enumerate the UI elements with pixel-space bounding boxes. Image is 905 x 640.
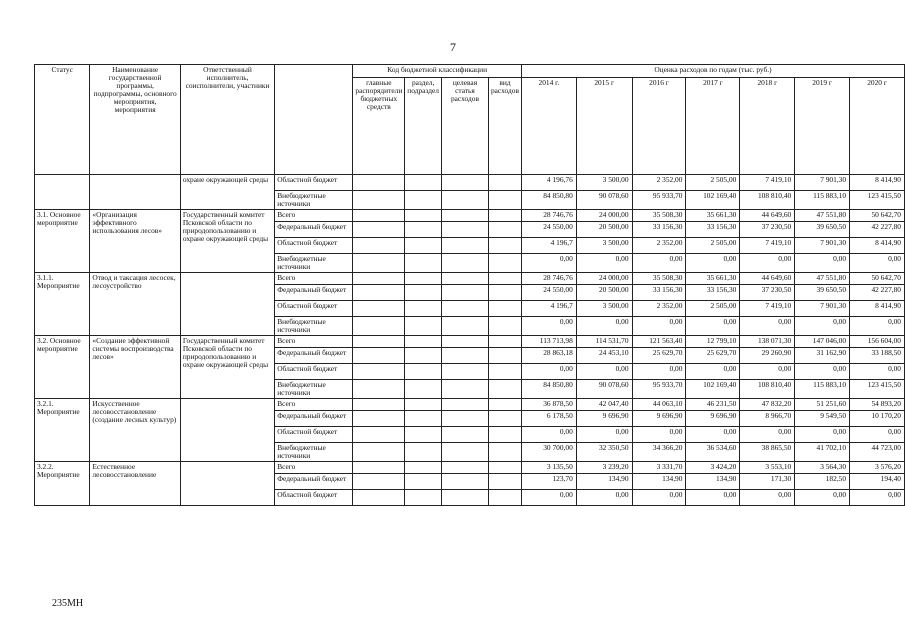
value-cell: 3 135,50 (521, 462, 576, 474)
code-cell (441, 411, 488, 427)
code-cell (488, 399, 521, 411)
code-cell (405, 462, 442, 474)
table-row (35, 336, 905, 348)
executor-cell: Государственный комитет Псковской области по природопользованию и охране окружающей среды (180, 336, 274, 399)
code-cell (441, 273, 488, 285)
code-cell (353, 222, 405, 238)
code-cell (353, 364, 405, 380)
value-cell: 0,00 (740, 427, 795, 443)
source-cell: Областной бюджет (275, 364, 353, 380)
source-cell: Федеральный бюджет (275, 222, 353, 238)
source-cell: Федеральный бюджет (275, 285, 353, 301)
source-cell: Областной бюджет (275, 238, 353, 254)
code-cell (441, 490, 488, 506)
table-row (35, 175, 905, 191)
code-cell (441, 301, 488, 317)
code-cell (353, 380, 405, 399)
code-cell (353, 317, 405, 336)
executor-cell (180, 273, 274, 336)
header-code-article: целевая статья расходов (441, 78, 488, 175)
value-cell: 0,00 (740, 364, 795, 380)
value-cell: 47 832,20 (740, 399, 795, 411)
value-cell: 37 230,50 (740, 222, 795, 238)
value-cell: 113 713,98 (521, 336, 576, 348)
value-cell: 36 878,50 (521, 399, 576, 411)
code-cell (441, 175, 488, 191)
code-cell (488, 285, 521, 301)
value-cell: 0,00 (521, 427, 576, 443)
source-cell: Федеральный бюджет (275, 348, 353, 364)
code-cell (353, 336, 405, 348)
value-cell: 2 352,00 (632, 301, 686, 317)
value-cell: 24 453,10 (576, 348, 632, 364)
value-cell: 90 078,60 (576, 380, 632, 399)
header-code-section: раздел, подраздел (405, 78, 442, 175)
code-cell (441, 474, 488, 490)
value-cell: 3 576,20 (850, 462, 905, 474)
code-cell (441, 462, 488, 474)
value-cell: 0,00 (521, 317, 576, 336)
value-cell: 147 046,00 (795, 336, 850, 348)
source-cell: Всего (275, 210, 353, 222)
value-cell: 42 047,40 (576, 399, 632, 411)
status-cell: 3.2. Основное мероприятие (35, 336, 90, 399)
code-cell (488, 317, 521, 336)
value-cell: 2 352,00 (632, 175, 686, 191)
value-cell: 28 746,76 (521, 210, 576, 222)
value-cell: 33 156,30 (632, 222, 686, 238)
name-cell: Отвод и таксация лесосек, лесоустройство (90, 273, 180, 336)
value-cell: 9 696,90 (686, 411, 740, 427)
header-executor: Ответственный исполнитель, соисполнители, участники (180, 65, 274, 175)
code-cell (488, 411, 521, 427)
value-cell: 0,00 (632, 490, 686, 506)
code-cell (441, 364, 488, 380)
value-cell: 2 505,00 (686, 238, 740, 254)
value-cell: 0,00 (576, 317, 632, 336)
budget-table (34, 64, 905, 506)
code-cell (405, 285, 442, 301)
value-cell: 134,90 (686, 474, 740, 490)
value-cell: 25 629,70 (632, 348, 686, 364)
value-cell: 31 162,90 (795, 348, 850, 364)
code-cell (488, 348, 521, 364)
code-cell (353, 348, 405, 364)
value-cell: 46 231,50 (686, 399, 740, 411)
code-cell (353, 411, 405, 427)
value-cell: 0,00 (686, 364, 740, 380)
value-cell: 0,00 (740, 490, 795, 506)
value-cell: 84 850,80 (521, 380, 576, 399)
value-cell: 24 550,00 (521, 285, 576, 301)
code-cell (353, 399, 405, 411)
value-cell: 0,00 (521, 490, 576, 506)
code-cell (405, 427, 442, 443)
source-cell: Областной бюджет (275, 175, 353, 191)
value-cell: 32 350,50 (576, 443, 632, 462)
value-cell: 8 414,90 (850, 301, 905, 317)
table-row (35, 462, 905, 474)
value-cell: 0,00 (686, 427, 740, 443)
executor-cell: Государственный комитет Псковской области по природопользованию и охране окружающей среды (180, 210, 274, 273)
value-cell: 3 331,70 (632, 462, 686, 474)
footer-code: 235МН (52, 598, 84, 609)
value-cell: 0,00 (850, 254, 905, 273)
code-cell (405, 348, 442, 364)
code-cell (405, 238, 442, 254)
code-cell (441, 443, 488, 462)
value-cell: 115 883,10 (795, 380, 850, 399)
code-cell (405, 191, 442, 210)
source-cell: Всего (275, 273, 353, 285)
header-year: 2014 г. (521, 78, 576, 175)
value-cell: 0,00 (521, 364, 576, 380)
code-cell (405, 443, 442, 462)
source-cell: Областной бюджет (275, 301, 353, 317)
executor-cell: охране окружающей среды (180, 175, 274, 210)
table-body (35, 175, 905, 506)
value-cell: 33 156,30 (632, 285, 686, 301)
value-cell: 3 500,00 (576, 301, 632, 317)
value-cell: 33 156,30 (686, 222, 740, 238)
code-cell (488, 254, 521, 273)
value-cell: 84 850,80 (521, 191, 576, 210)
header-source (275, 65, 353, 175)
code-cell (405, 254, 442, 273)
value-cell: 0,00 (850, 317, 905, 336)
value-cell: 0,00 (850, 427, 905, 443)
code-cell (405, 273, 442, 285)
value-cell: 134,90 (576, 474, 632, 490)
name-cell: «Организация эффективного использования лесов» (90, 210, 180, 273)
code-cell (353, 443, 405, 462)
source-cell: Внебюджетные источники (275, 443, 353, 462)
header-year: 2020 г (850, 78, 905, 175)
code-cell (441, 238, 488, 254)
value-cell: 90 078,60 (576, 191, 632, 210)
name-cell (90, 175, 180, 210)
code-cell (441, 399, 488, 411)
value-cell: 0,00 (686, 490, 740, 506)
code-cell (353, 462, 405, 474)
value-cell: 44 723,00 (850, 443, 905, 462)
header-status: Статус (35, 65, 90, 175)
source-cell: Федеральный бюджет (275, 411, 353, 427)
value-cell: 30 700,00 (521, 443, 576, 462)
code-cell (405, 364, 442, 380)
value-cell: 39 650,50 (795, 222, 850, 238)
value-cell: 4 196,7 (521, 238, 576, 254)
executor-cell (180, 399, 274, 462)
code-cell (441, 348, 488, 364)
code-cell (488, 427, 521, 443)
value-cell: 47 551,80 (795, 273, 850, 285)
value-cell: 108 810,40 (740, 191, 795, 210)
value-cell: 0,00 (740, 317, 795, 336)
value-cell: 41 702,10 (795, 443, 850, 462)
code-cell (441, 336, 488, 348)
value-cell: 2 352,00 (632, 238, 686, 254)
code-cell (405, 399, 442, 411)
value-cell: 102 169,40 (686, 191, 740, 210)
table-row (35, 210, 905, 222)
value-cell: 7 901,30 (795, 238, 850, 254)
status-cell: 3.1. Основное мероприятие (35, 210, 90, 273)
value-cell: 0,00 (795, 490, 850, 506)
value-cell: 138 071,30 (740, 336, 795, 348)
value-cell: 42 227,80 (850, 285, 905, 301)
value-cell: 50 642,70 (850, 273, 905, 285)
name-cell: Искусственное лесовосстановление (создание лесных культур) (90, 399, 180, 462)
value-cell: 38 865,50 (740, 443, 795, 462)
code-cell (488, 443, 521, 462)
value-cell: 6 178,50 (521, 411, 576, 427)
code-cell (353, 285, 405, 301)
table-row (35, 273, 905, 285)
code-cell (405, 380, 442, 399)
value-cell: 4 196,7 (521, 301, 576, 317)
value-cell: 0,00 (576, 364, 632, 380)
value-cell: 0,00 (576, 490, 632, 506)
source-cell: Областной бюджет (275, 427, 353, 443)
value-cell: 35 508,30 (632, 210, 686, 222)
value-cell: 3 553,10 (740, 462, 795, 474)
value-cell: 0,00 (521, 254, 576, 273)
value-cell: 3 424,20 (686, 462, 740, 474)
header-program-name: Наименование государственной программы, подпрограммы, основного мероприятия, мероприятия (90, 65, 180, 175)
value-cell: 194,40 (850, 474, 905, 490)
status-cell: 3.1.1. Мероприятие (35, 273, 90, 336)
value-cell: 102 169,40 (686, 380, 740, 399)
header-year: 2019 г (795, 78, 850, 175)
header-year: 2015 г (576, 78, 632, 175)
value-cell: 7 419,10 (740, 175, 795, 191)
value-cell: 3 500,00 (576, 175, 632, 191)
code-cell (441, 254, 488, 273)
value-cell: 114 531,70 (576, 336, 632, 348)
value-cell: 20 500,00 (576, 222, 632, 238)
code-cell (353, 490, 405, 506)
code-cell (488, 474, 521, 490)
value-cell: 171,30 (740, 474, 795, 490)
name-cell: «Создание эффективной системы воспроизводства лесов» (90, 336, 180, 399)
value-cell: 8 966,70 (740, 411, 795, 427)
value-cell: 156 604,00 (850, 336, 905, 348)
source-cell: Федеральный бюджет (275, 474, 353, 490)
value-cell: 0,00 (632, 427, 686, 443)
value-cell: 8 414,90 (850, 175, 905, 191)
page-number: 7 (450, 40, 456, 54)
code-cell (405, 301, 442, 317)
value-cell: 0,00 (740, 254, 795, 273)
value-cell: 2 505,00 (686, 175, 740, 191)
value-cell: 134,90 (632, 474, 686, 490)
code-cell (488, 238, 521, 254)
name-cell: Естественное лесовосстановление (90, 462, 180, 506)
value-cell: 44 649,60 (740, 273, 795, 285)
value-cell: 7 419,10 (740, 238, 795, 254)
source-cell: Внебюджетные источники (275, 380, 353, 399)
code-cell (488, 210, 521, 222)
code-cell (441, 210, 488, 222)
value-cell: 0,00 (850, 364, 905, 380)
header-budget-class: Код бюджетной классификации (353, 65, 522, 78)
value-cell: 0,00 (850, 490, 905, 506)
value-cell: 24 000,00 (576, 210, 632, 222)
value-cell: 0,00 (795, 427, 850, 443)
code-cell (405, 210, 442, 222)
header-code-grbs: главные распорядители бюджетных средств (353, 78, 405, 175)
header-code-type: вид расходов (488, 78, 521, 175)
value-cell: 115 883,10 (795, 191, 850, 210)
value-cell: 35 661,30 (686, 273, 740, 285)
header-expenses: Оценка расходов по годам (тыс. руб.) (521, 65, 904, 78)
code-cell (488, 462, 521, 474)
value-cell: 7 419,10 (740, 301, 795, 317)
value-cell: 24 000,00 (576, 273, 632, 285)
status-cell (35, 175, 90, 210)
value-cell: 3 500,00 (576, 238, 632, 254)
value-cell: 7 901,30 (795, 301, 850, 317)
value-cell: 47 551,80 (795, 210, 850, 222)
code-cell (405, 317, 442, 336)
code-cell (353, 474, 405, 490)
value-cell: 123,70 (521, 474, 576, 490)
value-cell: 3 564,30 (795, 462, 850, 474)
code-cell (405, 490, 442, 506)
status-cell: 3.2.1. Мероприятие (35, 399, 90, 462)
value-cell: 182,50 (795, 474, 850, 490)
executor-cell (180, 462, 274, 506)
code-cell (488, 490, 521, 506)
value-cell: 0,00 (632, 317, 686, 336)
code-cell (405, 175, 442, 191)
source-cell: Областной бюджет (275, 490, 353, 506)
code-cell (353, 427, 405, 443)
code-cell (441, 317, 488, 336)
value-cell: 123 415,50 (850, 191, 905, 210)
code-cell (488, 191, 521, 210)
value-cell: 29 260,90 (740, 348, 795, 364)
value-cell: 0,00 (632, 254, 686, 273)
value-cell: 33 156,30 (686, 285, 740, 301)
value-cell: 35 661,30 (686, 210, 740, 222)
source-cell: Всего (275, 462, 353, 474)
header-year: 2016 г (632, 78, 686, 175)
code-cell (441, 191, 488, 210)
value-cell: 37 230,50 (740, 285, 795, 301)
value-cell: 108 810,40 (740, 380, 795, 399)
value-cell: 12 799,10 (686, 336, 740, 348)
value-cell: 123 415,50 (850, 380, 905, 399)
value-cell: 7 901,30 (795, 175, 850, 191)
code-cell (488, 364, 521, 380)
code-cell (353, 238, 405, 254)
value-cell: 9 696,90 (576, 411, 632, 427)
code-cell (405, 411, 442, 427)
value-cell: 50 642,70 (850, 210, 905, 222)
code-cell (441, 380, 488, 399)
value-cell: 28 746,76 (521, 273, 576, 285)
value-cell: 33 188,50 (850, 348, 905, 364)
code-cell (353, 191, 405, 210)
header-year: 2017 г (686, 78, 740, 175)
value-cell: 8 414,90 (850, 238, 905, 254)
value-cell: 4 196,76 (521, 175, 576, 191)
value-cell: 95 933,70 (632, 380, 686, 399)
header-year: 2018 г (740, 78, 795, 175)
code-cell (405, 474, 442, 490)
value-cell: 34 366,20 (632, 443, 686, 462)
code-cell (488, 301, 521, 317)
value-cell: 54 893,20 (850, 399, 905, 411)
value-cell: 2 505,00 (686, 301, 740, 317)
value-cell: 3 239,20 (576, 462, 632, 474)
value-cell: 0,00 (686, 254, 740, 273)
value-cell: 0,00 (795, 364, 850, 380)
value-cell: 35 508,30 (632, 273, 686, 285)
code-cell (441, 222, 488, 238)
value-cell: 0,00 (795, 317, 850, 336)
code-cell (353, 273, 405, 285)
value-cell: 0,00 (576, 427, 632, 443)
value-cell: 44 063,10 (632, 399, 686, 411)
source-cell: Внебюджетные источники (275, 191, 353, 210)
source-cell: Всего (275, 399, 353, 411)
table-row (35, 399, 905, 411)
source-cell: Внебюджетные источники (275, 317, 353, 336)
value-cell: 121 563,40 (632, 336, 686, 348)
source-cell: Внебюджетные источники (275, 254, 353, 273)
code-cell (405, 222, 442, 238)
code-cell (353, 175, 405, 191)
value-cell: 95 933,70 (632, 191, 686, 210)
value-cell: 9 549,50 (795, 411, 850, 427)
code-cell (441, 285, 488, 301)
value-cell: 0,00 (576, 254, 632, 273)
code-cell (488, 336, 521, 348)
value-cell: 42 227,80 (850, 222, 905, 238)
value-cell: 36 534,60 (686, 443, 740, 462)
value-cell: 0,00 (795, 254, 850, 273)
code-cell (488, 175, 521, 191)
value-cell: 20 500,00 (576, 285, 632, 301)
code-cell (353, 254, 405, 273)
code-cell (353, 210, 405, 222)
value-cell: 24 550,00 (521, 222, 576, 238)
value-cell: 25 629,70 (686, 348, 740, 364)
value-cell: 28 863,18 (521, 348, 576, 364)
value-cell: 0,00 (632, 364, 686, 380)
code-cell (441, 427, 488, 443)
code-cell (488, 380, 521, 399)
value-cell: 51 251,60 (795, 399, 850, 411)
code-cell (405, 336, 442, 348)
code-cell (488, 222, 521, 238)
value-cell: 44 649,60 (740, 210, 795, 222)
value-cell: 0,00 (686, 317, 740, 336)
value-cell: 39 650,50 (795, 285, 850, 301)
code-cell (488, 273, 521, 285)
status-cell: 3.2.2. Мероприятие (35, 462, 90, 506)
value-cell: 10 170,20 (850, 411, 905, 427)
value-cell: 9 696,90 (632, 411, 686, 427)
source-cell: Всего (275, 336, 353, 348)
code-cell (353, 301, 405, 317)
